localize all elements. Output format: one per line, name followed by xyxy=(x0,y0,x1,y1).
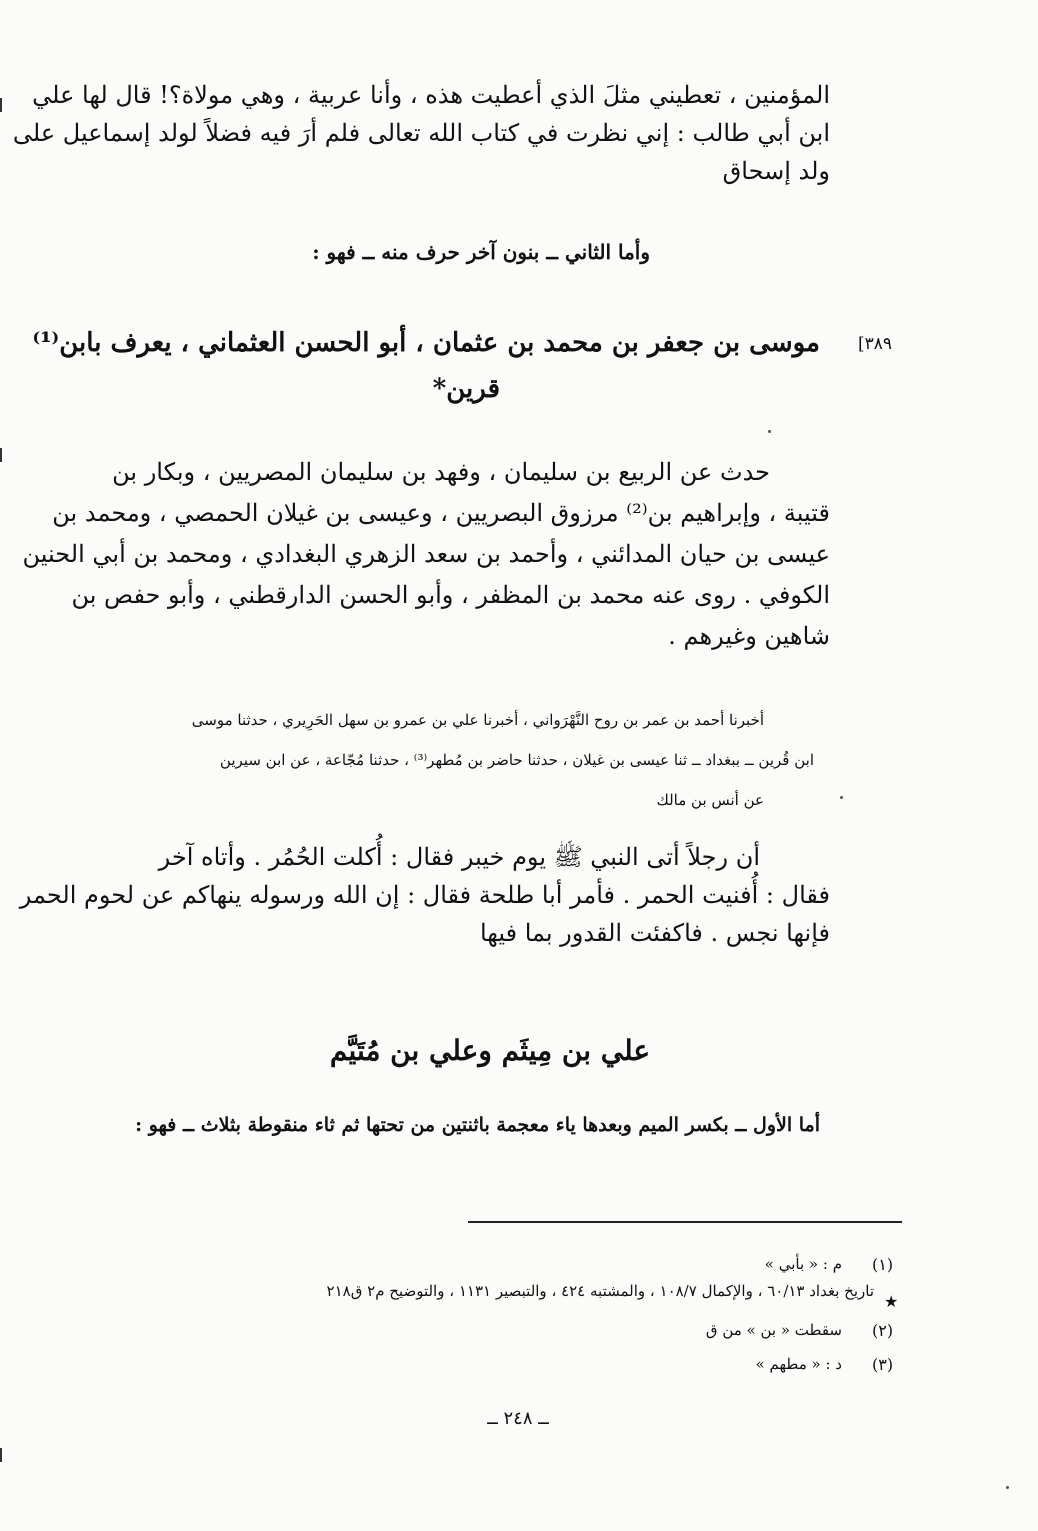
text-line: ولد إسحاق xyxy=(722,157,830,185)
entry-title xyxy=(32,320,820,412)
text-line: فقال : أُفنيت الحمر . فأمر أبا طلحة فقال : إن الله ورسوله ينهاكم عن لحوم الحمر xyxy=(19,881,830,909)
narration-paragraph xyxy=(22,452,830,657)
margin-mark xyxy=(0,448,2,462)
footnote-mark: ★ xyxy=(884,1292,899,1311)
margin-mark xyxy=(0,1448,2,1462)
footnote-text: د : « مطهم » xyxy=(755,1355,842,1373)
isnad-line: عن أنس بن مالك xyxy=(656,791,764,809)
scan-dot xyxy=(1006,1486,1009,1489)
entry-title-line: قرين* xyxy=(432,374,500,404)
text-line: ابن أبي طالب : إني نظرت في كتاب الله تعالى فلم أرَ فيه فضلاً لولد إسماعيل على xyxy=(12,119,830,147)
hadith-text xyxy=(19,838,830,952)
entry-title-line: موسى بن جعفر بن محمد بن عثمان ، أبو الحسن العثماني ، يعرف بابن⁽¹⁾ xyxy=(32,328,820,358)
isnad-block xyxy=(104,700,814,820)
footnote-text: م : « بأبي » xyxy=(764,1255,842,1273)
section-heading: علي بن مِيثَم وعلي بن مُتَيَّم xyxy=(329,1034,651,1067)
text-line: حدث عن الربيع بن سليمان ، وفهد بن سليمان المصريين ، وبكار بن xyxy=(112,458,770,486)
scan-dot xyxy=(768,430,771,433)
section-intro: وأما الثاني ــ بنون آخر حرف منه ــ فهو : xyxy=(312,240,650,264)
footnote-text: سقطت « بن » من ق xyxy=(705,1321,842,1339)
footnote-mark: (١) xyxy=(872,1255,894,1274)
text-line: المؤمنين ، تعطيني مثلَ الذي أعطيت هذه ، وأنا عربية ، وهي مولاة؟! قال لها علي xyxy=(32,81,830,109)
footnote-rule xyxy=(468,1221,902,1223)
text-line: شاهين وغيرهم . xyxy=(668,622,830,650)
margin-mark xyxy=(0,98,2,112)
footnote-mark: (٢) xyxy=(872,1321,894,1340)
isnad-line: ابن قُرين ــ ببغداد ــ ثنا عيسى بن غيلان ، حدثنا حاضر بن مُطهر⁽³⁾ ، حدثنا مُجّاعة ، عن ابن سيرين xyxy=(219,751,814,769)
entry-number: [٣٨٩ xyxy=(858,334,893,354)
text-line: فإنها نجس . فاكفئت القدور بما فيها xyxy=(479,919,830,947)
scan-dot xyxy=(840,796,843,799)
text-line: أن رجلاً أتى النبي ﷺ يوم خيبر فقال : أُكلت الحُمُر . وأتاه آخر xyxy=(158,843,760,871)
text-line: عيسى بن حيان المدائني ، وأحمد بن سعد الزهري البغدادي ، ومحمد بن أبي الحنين xyxy=(22,540,830,568)
isnad-line: أخبرنا أحمد بن عمر بن روح النَّهْرَواني ، أخبرنا علي بن عمرو بن سهل الحَرِيري ، حدثنا موسى xyxy=(191,711,764,729)
first-intro: أما الأول ــ بكسر الميم وبعدها ياء معجمة باثنتين من تحتها ثم ثاء منقوطة بثلاث ــ فهو : xyxy=(135,1114,820,1136)
top-paragraph xyxy=(12,76,830,190)
text-line: قتيبة ، وإبراهيم بن⁽²⁾ مرزوق البصريين ، وعيسى بن غيلان الحمصي ، ومحمد بن xyxy=(52,499,830,527)
footnote-text: تاريخ بغداد ٦٠/١٣ ، والإكمال ١٠٨/٧ ، والمشتبه ٤٢٤ ، والتبصير ١١٣١ ، والتوضيح م٢ ق٢١٨ xyxy=(326,1282,874,1300)
page-number: ــ ٢٤٨ ــ xyxy=(487,1408,549,1429)
footnote-mark: (٣) xyxy=(872,1355,894,1374)
text-line: الكوفي . روى عنه محمد بن المظفر ، وأبو الحسن الدارقطني ، وأبو حفص بن xyxy=(71,581,830,609)
